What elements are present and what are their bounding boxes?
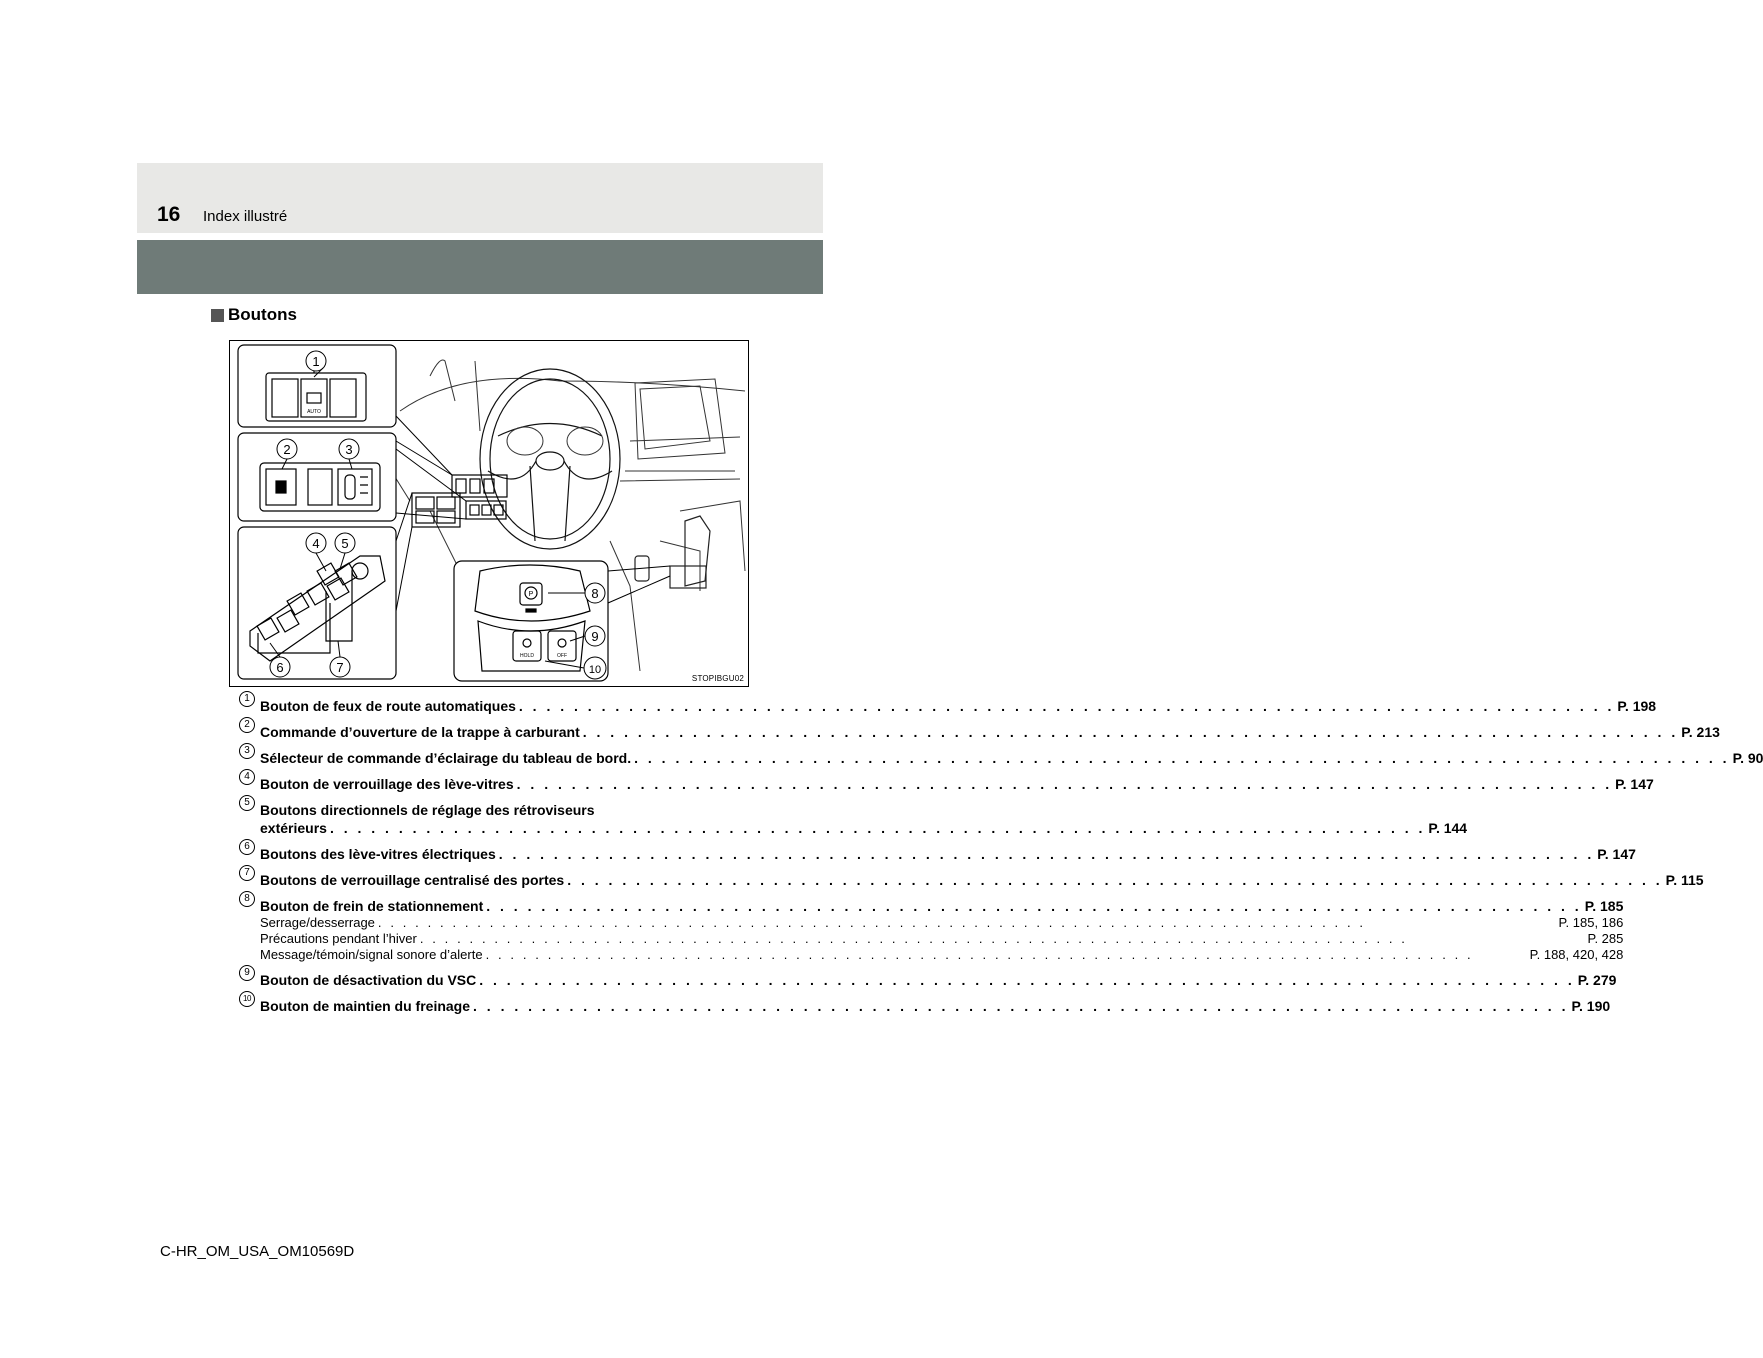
- callout-number-icon: 2: [239, 717, 255, 733]
- marker-3: 3: [345, 442, 353, 457]
- page-reference-link[interactable]: P. 147: [1597, 846, 1636, 862]
- dot-leader: . . . . . . . . . . . . . . . . . . . . . . . . . . . . . . . . . . . . . . . . . . . . . . . . . . . . . . . . . . . . . . . . . . . . . . . . . . . . . . . .: [377, 915, 1366, 930]
- callout-item: [239, 893, 1624, 963]
- dashboard-drawing: [230, 341, 750, 688]
- callout-entry: [260, 749, 1763, 767]
- callout-list: [239, 693, 1763, 1023]
- callout-number-icon: 7: [239, 865, 255, 881]
- header-title: Index illustré: [203, 208, 288, 225]
- marker-5: 5: [341, 536, 349, 551]
- callout-entry: [260, 775, 1654, 793]
- page-reference-link[interactable]: P. 190: [1571, 998, 1611, 1014]
- callout-entry: [260, 723, 1720, 741]
- callout-body: [260, 897, 1623, 963]
- page-reference-link[interactable]: P. 147: [1615, 776, 1654, 792]
- dot-leader: . . . . . . . . . . . . . . . . . . . . . . . . . . . . . . . . . . . . . . . . . . . . . . . . . . . . . . . . . . . . . . . . . . . . . . . . . . . . . . . .: [634, 750, 1730, 766]
- callout-entry: [260, 997, 1610, 1015]
- dot-leader: . . . . . . . . . . . . . . . . . . . . . . . . . . . . . . . . . . . . . . . . . . . . . . . . . . . . . . . . . . . . . . . . . . . . . . . . . . . . . . . .: [582, 724, 1679, 740]
- page-reference-link[interactable]: P. 188, 420, 428: [1529, 947, 1624, 962]
- page-reference-link[interactable]: P. 90: [1732, 750, 1763, 766]
- callout-number-icon: 4: [239, 769, 255, 785]
- dot-leader: . . . . . . . . . . . . . . . . . . . . . . . . . . . . . . . . . . . . . . . . . . . . . . . . . . . . . . . . . . . . . . . . . . . . . . . . . . . . . . . .: [486, 898, 1582, 914]
- callout-entry: [260, 971, 1616, 989]
- marker-4: 4: [312, 536, 320, 551]
- page-reference-link[interactable]: P. 213: [1681, 724, 1720, 740]
- dot-leader: . . . . . . . . . . . . . . . . . . . . . . . . . . . . . . . . . . . . . . . . . . . . . . . . . . . . . . . . . . . . . . . . . . . . . . . . . . . . . . . .: [419, 931, 1408, 946]
- page-number: 16: [157, 203, 181, 226]
- callout-text: Message/témoin/signal sonore d’alerte: [260, 947, 483, 962]
- callout-number-icon: 8: [239, 891, 255, 907]
- callout-body: [260, 723, 1720, 741]
- callout-body: [260, 971, 1616, 989]
- figure-id: STOPIBGU02: [691, 674, 744, 683]
- callout-entry: [260, 819, 1467, 837]
- callout-text: Bouton de maintien du freinage: [260, 998, 471, 1014]
- dot-leader: . . . . . . . . . . . . . . . . . . . . . . . . . . . . . . . . . . . . . . . . . . . . . . . . . . . . . . . . . . . . . . . . . . . . . . . . . . . . . . . .: [473, 998, 1569, 1014]
- callout-text: Serrage/desserrage: [260, 915, 375, 930]
- callout-text: Bouton de feux de route automatiques: [260, 698, 516, 714]
- callout-item: [239, 967, 1617, 989]
- callout-number-icon: 5: [239, 795, 255, 811]
- callout-text: Sélecteur de commande d’éclairage du tableau de bord.: [260, 750, 632, 766]
- callout-entry: [260, 871, 1704, 889]
- buttons-illustration: [229, 340, 749, 687]
- callout-body: [260, 997, 1610, 1015]
- marker-9: 9: [591, 629, 599, 644]
- off-label: OFF: [557, 653, 567, 659]
- callout-body: [260, 871, 1704, 889]
- page-reference-link[interactable]: P. 279: [1577, 972, 1617, 988]
- callout-item: [239, 745, 1763, 767]
- callout-text: Boutons directionnels de réglage des rétroviseurs: [260, 802, 595, 818]
- callout-entry: [260, 697, 1656, 715]
- callout-item: [239, 719, 1720, 741]
- callout-number-icon: 9: [239, 965, 255, 981]
- inset-fuel-and-illumination: [238, 433, 396, 521]
- callout-subentry: [260, 915, 1623, 931]
- callout-item: [239, 867, 1704, 889]
- park-label: P: [528, 591, 534, 598]
- page-reference-link[interactable]: P. 198: [1617, 698, 1657, 714]
- callout-body: [260, 801, 1467, 837]
- callout-subentry: [260, 931, 1623, 947]
- callout-text: Commande d’ouverture de la trappe à carburant: [260, 724, 580, 740]
- callout-item: [239, 841, 1636, 863]
- callout-number-icon: 1: [239, 691, 255, 707]
- page-reference-link[interactable]: P. 185: [1584, 898, 1624, 914]
- callout-text: Boutons des lève-vitres électriques: [260, 846, 496, 862]
- callout-item: [239, 797, 1468, 837]
- marker-7: 7: [336, 660, 344, 675]
- auto-label: AUTO: [307, 409, 321, 415]
- callout-text: Précautions pendant l’hiver: [260, 931, 417, 946]
- page-reference-link[interactable]: P. 115: [1665, 872, 1704, 888]
- footer-doc-code: C-HR_OM_USA_OM10569D: [160, 1243, 355, 1260]
- marker-1: 1: [312, 354, 320, 369]
- dot-leader: . . . . . . . . . . . . . . . . . . . . . . . . . . . . . . . . . . . . . . . . . . . . . . . . . . . . . . . . . . . . . . . . . . . . . . . . . . . . . . . .: [518, 698, 1615, 714]
- callout-number-icon: 10: [239, 991, 255, 1007]
- square-bullet-icon: [211, 309, 224, 322]
- marker-8: 8: [591, 586, 599, 601]
- hold-label: HOLD: [520, 653, 534, 659]
- marker-6: 6: [276, 660, 284, 675]
- dot-leader: . . . . . . . . . . . . . . . . . . . . . . . . . . . . . . . . . . . . . . . . . . . . . . . . . . . . . . . . . . . . . . . . . . . . . . . . . . . . . . . .: [479, 972, 1575, 988]
- marker-2: 2: [283, 442, 291, 457]
- dot-leader: . . . . . . . . . . . . . . . . . . . . . . . . . . . . . . . . . . . . . . . . . . . . . . . . . . . . . . . . . . . . . . . . . . . . . . . . . . . . . . . .: [567, 872, 1663, 888]
- callout-entry: [260, 845, 1636, 863]
- page-reference-link[interactable]: P. 185, 186: [1558, 915, 1624, 930]
- callout-entry: [260, 897, 1623, 915]
- callout-text: Bouton de désactivation du VSC: [260, 972, 477, 988]
- callout-body: [260, 697, 1656, 715]
- callout-body: [260, 749, 1763, 767]
- callout-text: extérieurs: [260, 820, 327, 836]
- dot-leader: . . . . . . . . . . . . . . . . . . . . . . . . . . . . . . . . . . . . . . . . . . . . . . . . . . . . . . . . . . . . . . . . . . . . . . . . . . . . . . . .: [516, 776, 1613, 792]
- callout-item: [239, 994, 1611, 1015]
- page-reference-link[interactable]: P. 285: [1587, 931, 1624, 946]
- callout-number-icon: 3: [239, 743, 255, 759]
- callout-text: Bouton de verrouillage des lève-vitres: [260, 776, 514, 792]
- marker-10: 10: [588, 664, 602, 676]
- callout-text: Boutons de verrouillage centralisé des portes: [260, 872, 565, 888]
- callout-number-icon: 6: [239, 839, 255, 855]
- section-heading: [211, 305, 297, 325]
- dot-leader: . . . . . . . . . . . . . . . . . . . . . . . . . . . . . . . . . . . . . . . . . . . . . . . . . . . . . . . . . . . . . . . . . . . . . . . . . . . . . . . .: [498, 846, 1595, 862]
- dot-leader: . . . . . . . . . . . . . . . . . . . . . . . . . . . . . . . . . . . . . . . . . . . . . . . . . . . . . . . . . . . . . . . . . . . . . . . . . . . . . . . .: [485, 947, 1474, 962]
- callout-body: [260, 775, 1654, 793]
- dot-leader: . . . . . . . . . . . . . . . . . . . . . . . . . . . . . . . . . . . . . . . . . . . . . . . . . . . . . . . . . . . . . . . . . . . . . . . . . . . . . . . .: [329, 820, 1426, 836]
- callout-body: [260, 845, 1636, 863]
- section-band: [137, 240, 823, 294]
- callout-item: [239, 771, 1654, 793]
- callout-text: Bouton de frein de stationnement: [260, 898, 484, 914]
- section-heading-text: Boutons: [228, 305, 297, 324]
- page-reference-link[interactable]: P. 144: [1428, 820, 1468, 836]
- callout-subentry: [260, 947, 1623, 963]
- callout-item: [239, 693, 1657, 715]
